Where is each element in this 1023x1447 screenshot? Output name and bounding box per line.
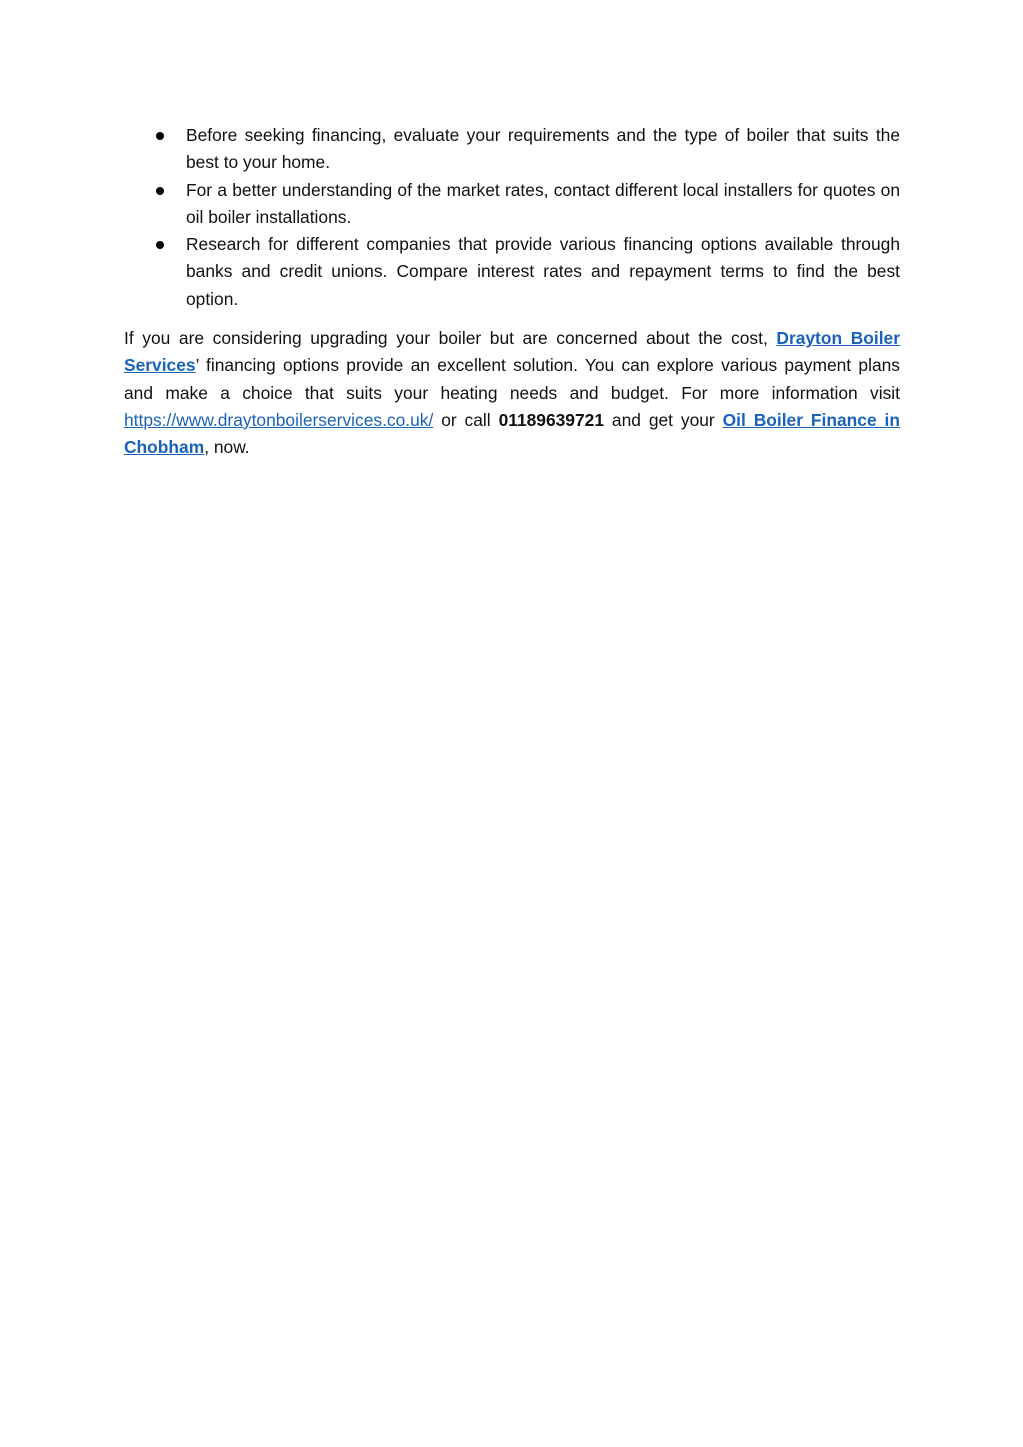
list-item [124, 177, 900, 232]
paragraph-ending: , now. [204, 437, 250, 458]
closing-paragraph [124, 325, 900, 461]
drayton-boiler-services-link[interactable]: Drayton Boiler Services [124, 328, 900, 376]
bullet-icon [156, 241, 164, 249]
oil-boiler-finance-link[interactable]: Oil Boiler Finance in Chobham [124, 409, 900, 458]
paragraph-body: ’ financing options provide an excellent solution. You can explore various payment plans and make a choice that suits your heating needs and budget. For more information visit [124, 355, 900, 403]
phone-number: 01189639721 [498, 409, 604, 430]
bullet-icon [156, 187, 164, 195]
list-item [124, 231, 900, 313]
document-body [124, 122, 900, 462]
bullet-icon [156, 132, 164, 140]
paragraph-intro: If you are considering upgrading your boiler but are concerned about the cost, [124, 328, 777, 349]
bullet-text: For a better understanding of the market rates, contact different local installers for quotes on oil boiler installations. [186, 179, 900, 227]
bullet-list [124, 122, 900, 313]
bullet-text: Before seeking financing, evaluate your requirements and the type of boiler that suits the best to your home. [186, 125, 900, 173]
paragraph-call-text: or call [433, 409, 499, 430]
paragraph-get-text: and get your [604, 409, 723, 430]
list-item [124, 122, 900, 177]
website-url-link[interactable]: https://www.draytonboilerservices.co.uk/ [124, 409, 434, 430]
bullet-text: Research for different companies that provide various financing options available through banks and credit unions. Compare interest rates and repayment terms to find the best option. [186, 234, 900, 309]
